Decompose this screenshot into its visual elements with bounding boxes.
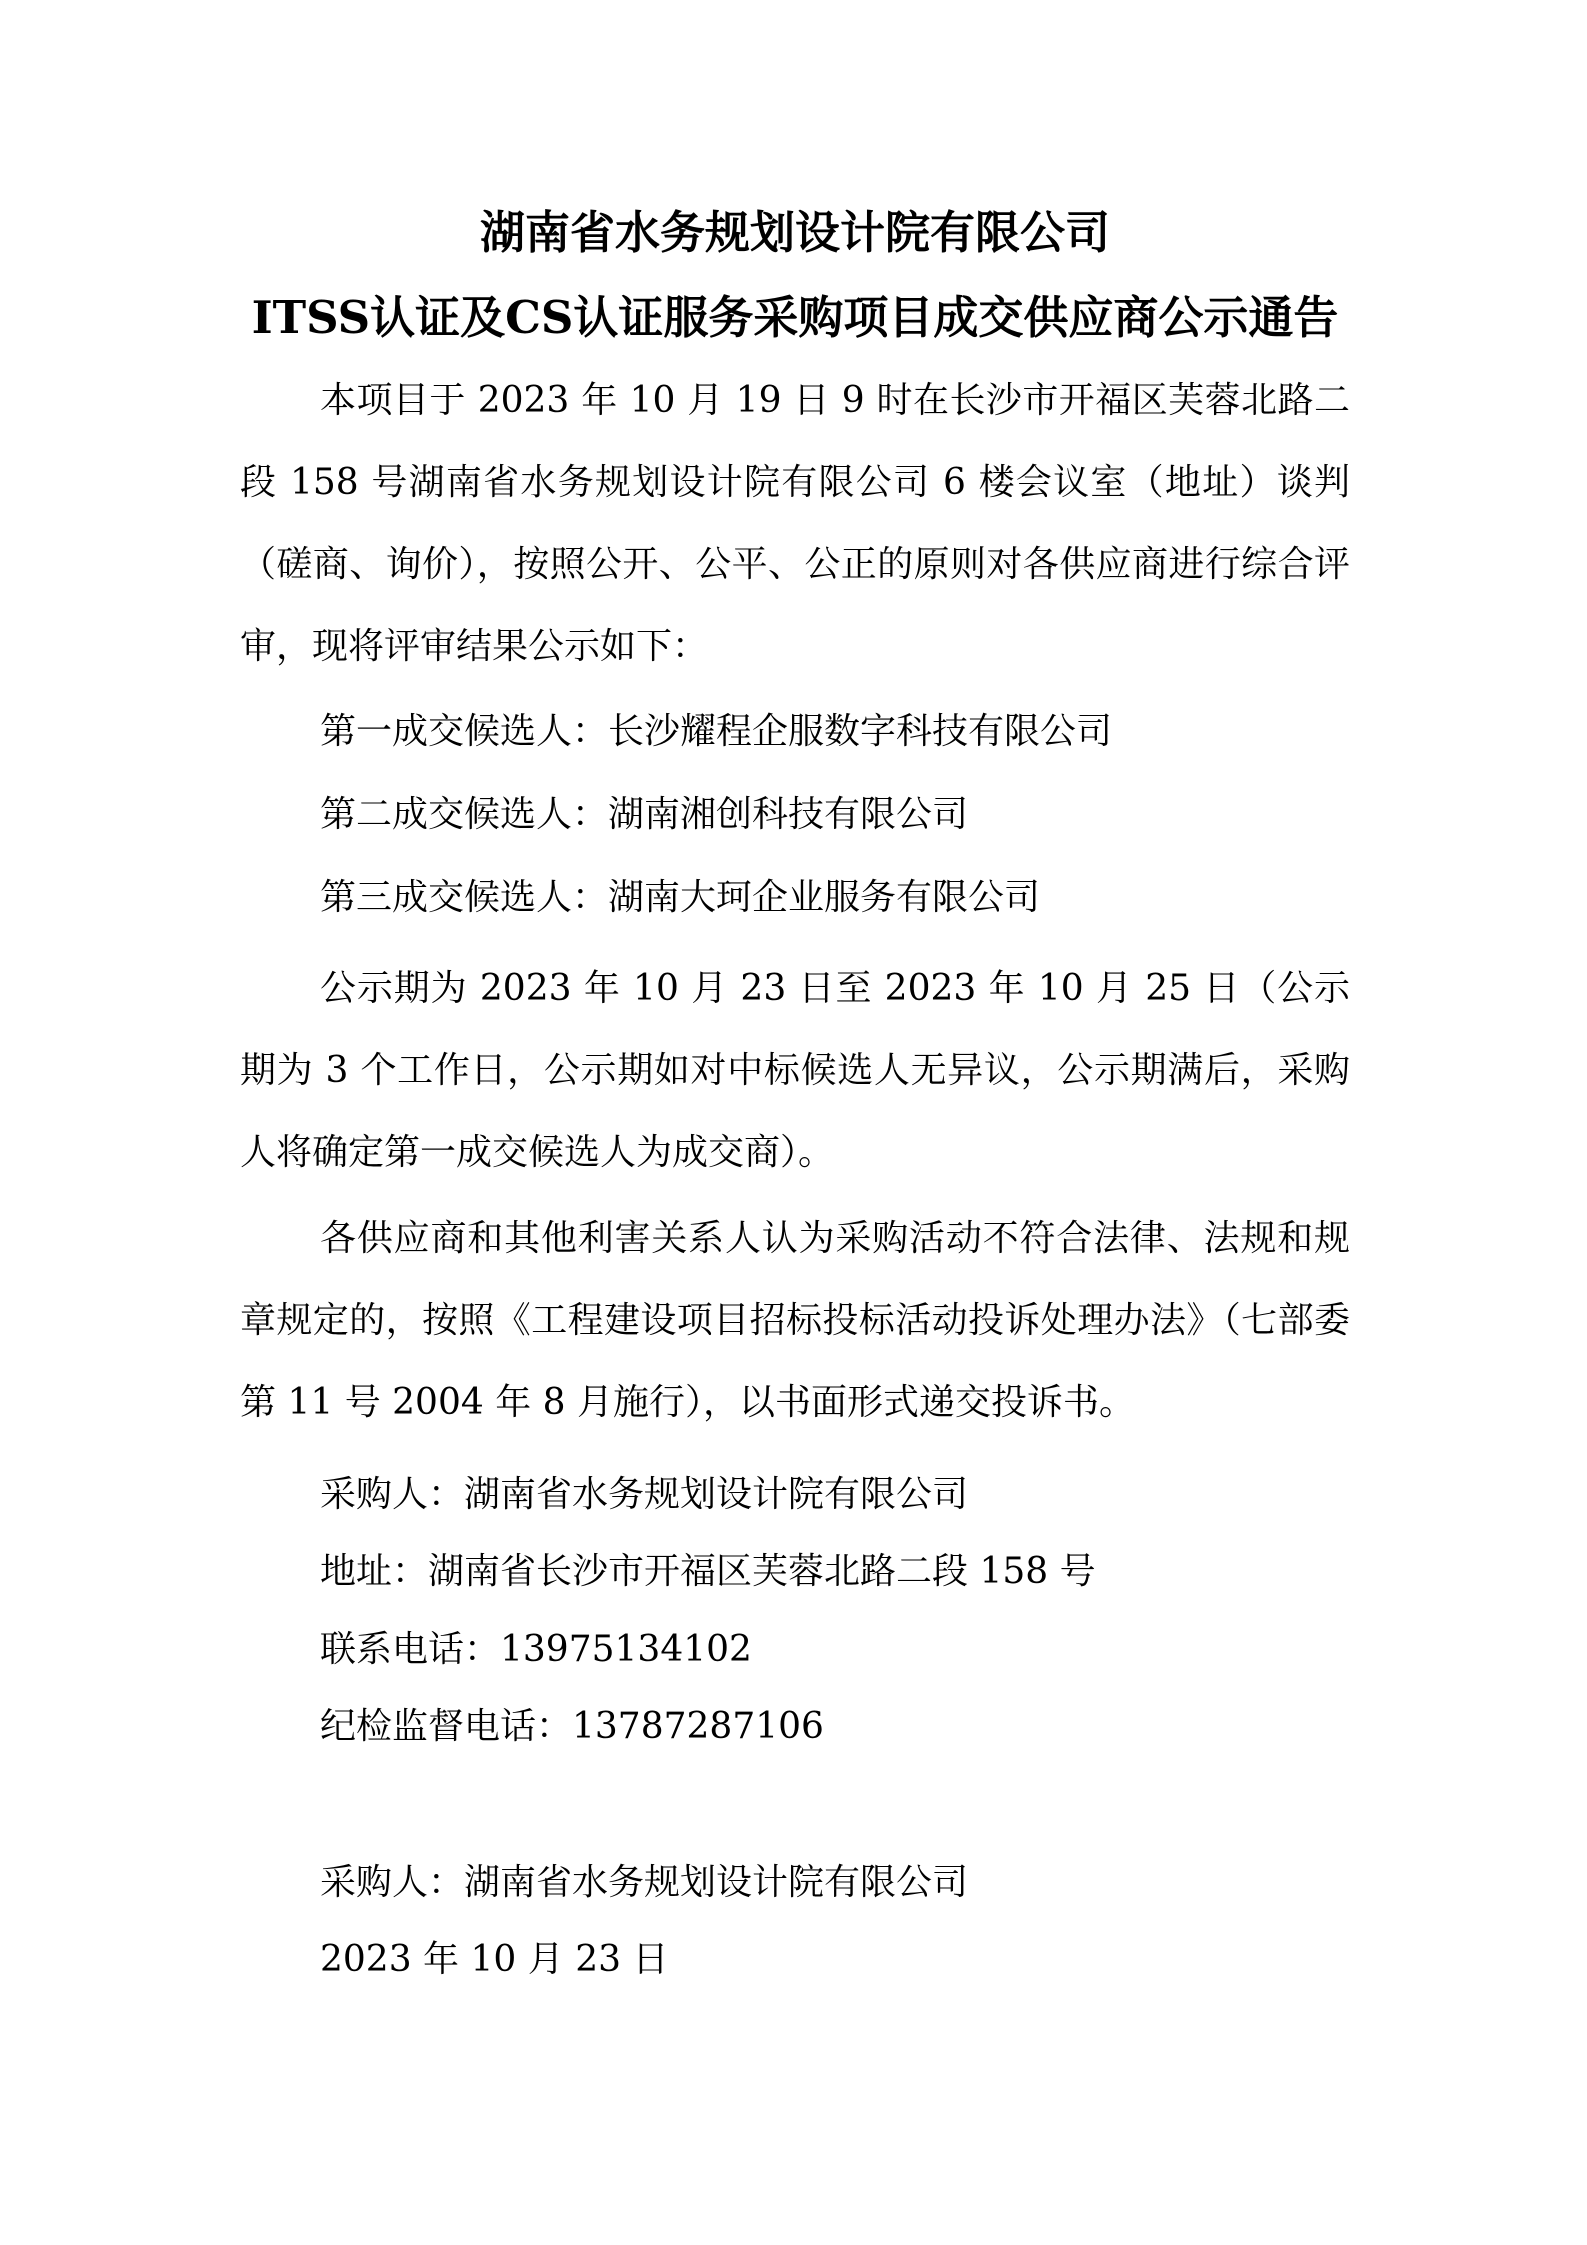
candidate-third: 第三成交候选人：湖南大珂企业服务有限公司 [320,877,1041,918]
contact-purchaser: 采购人：湖南省水务规划设计院有限公司 [320,1474,969,1515]
notice-title-subject: ITSS认证及CS认证服务采购项目成交供应商公示通告 [251,291,1339,344]
complaint-paragraph-block [240,1198,1350,1444]
candidate-first: 第一成交候选人：长沙耀程企服数字科技有限公司 [320,711,1113,752]
intro-paragraph-block [240,360,1350,688]
period-paragraph-block [240,948,1350,1194]
signature-purchaser: 采购人：湖南省水务规划设计院有限公司 [320,1862,969,1903]
period-paragraph: 公示期为 2023 年 10 月 23 日至 2023 年 10 月 25 日（公示期为 3 个工作日，公示期如对中标候选人无异议，公示期满后，采购人将确定第一成交候选人为成交商）。 [240,968,1350,1173]
contact-address: 地址：湖南省长沙市开福区芙蓉北路二段 158 号 [320,1551,1096,1592]
notice-title-company: 湖南省水务规划设计院有限公司 [479,206,1110,259]
candidate-second: 第二成交候选人：湖南湘创科技有限公司 [320,794,969,835]
complaint-paragraph: 各供应商和其他利害关系人认为采购活动不符合法律、法规和规章规定的，按照《工程建设项目招标投标活动投诉处理办法》（七部委第 11 号 2004 年 8 月施行），以书面形式递交投诉书。 [240,1218,1350,1423]
contact-phone: 联系电话：13975134102 [320,1629,752,1670]
contact-supervision-phone: 纪检监督电话：13787287106 [320,1706,824,1747]
intro-paragraph: 本项目于 2023 年 10 月 19 日 9 时在长沙市开福区芙蓉北路二段 158 号湖南省水务规划设计院有限公司 6 楼会议室（地址）谈判（磋商、询价），按照公开、公平、公正的原则对各供应商进行综合评审，现将评审结果公示如下： [240,380,1350,667]
signature-date: 2023 年 10 月 23 日 [320,1939,669,1980]
